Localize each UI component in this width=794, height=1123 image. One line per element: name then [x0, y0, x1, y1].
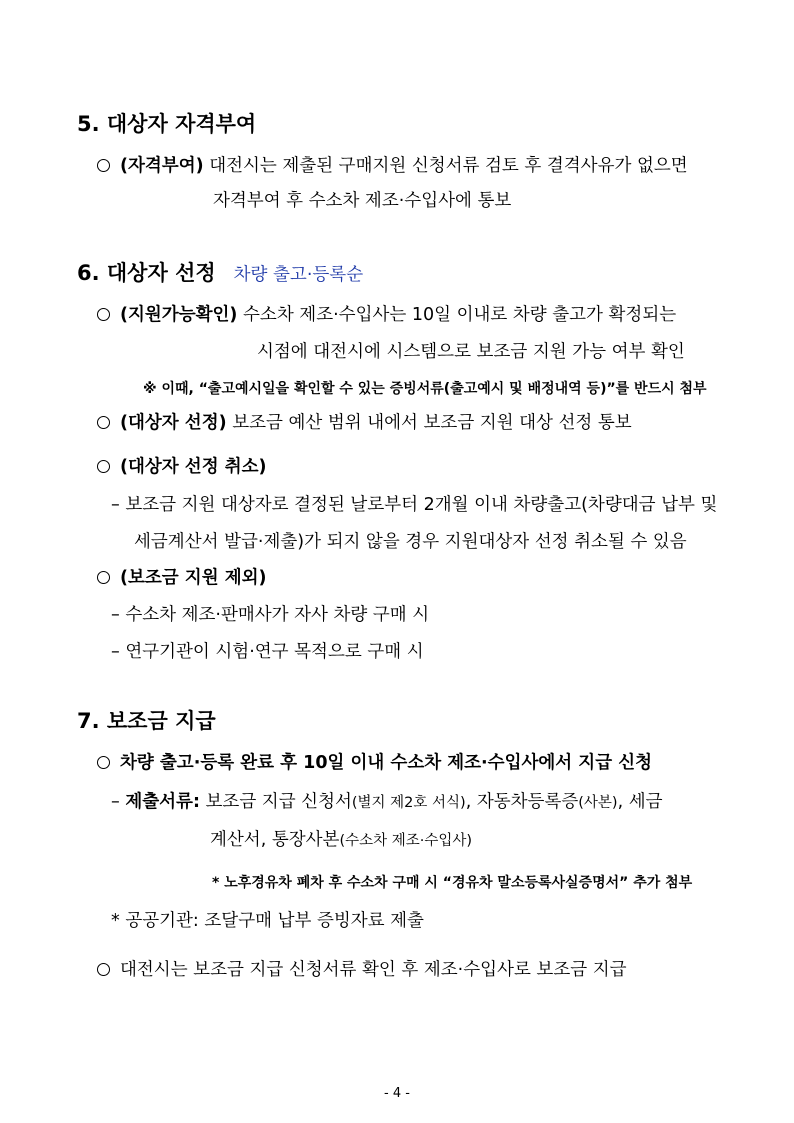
s7-docs-line-2: [210, 828, 472, 853]
s6-item-4-label: (보조금 지원 제외): [120, 568, 267, 588]
bullet-circle-icon: [97, 756, 110, 769]
s6-item-4: [97, 566, 267, 590]
s7-docs-dash: –: [111, 792, 126, 812]
s7-item-1: [97, 751, 652, 775]
s5-item-1-text-cont: 자격부여 후 수소차 제조·수입사에 통보: [213, 191, 512, 211]
section-6-title: 6. 대상자 선정: [77, 261, 216, 285]
bullet-circle-icon: [97, 460, 110, 473]
bullet-circle-icon: [97, 159, 110, 172]
s7-item-1-text: 차량 출고·등록 완료 후 10일 이내 수소차 제조·수입사에서 지급 신청: [120, 753, 653, 773]
section-6-heading: [77, 259, 363, 289]
s7-docs-text-c: , 자동차등록증: [465, 792, 579, 812]
s6-item-1-text-cont: 시점에 대전시에 시스템으로 보조금 지원 가능 여부 확인: [257, 342, 685, 362]
s7-docs-text-2b: (수소차 제조·수입사): [339, 833, 473, 849]
s7-public-note: * 공공기관: 조달구매 납부 증빙자료 제출: [111, 911, 424, 931]
s6-item-3-dash-1-cont: 세금계산서 발급·제출)가 되지 않을 경우 지원대상자 선정 취소될 수 있음: [134, 532, 687, 552]
s7-docs-text-b: (별지 제2호 서식): [351, 795, 466, 811]
s5-item-1-label: (자격부여): [120, 156, 204, 176]
s6-item-2-label: (대상자 선정): [120, 413, 227, 433]
s6-item-2: [97, 411, 632, 435]
bullet-circle-icon: [97, 571, 110, 584]
s6-note: ※ 이때, “출고예시일을 확인할 수 있는 증빙서류(출고예시 및 배정내역 등)”를 반드시 첨부: [143, 381, 707, 397]
bullet-circle-icon: [97, 308, 110, 321]
s6-item-2-text: 보조금 예산 범위 내에서 보조금 지원 대상 선정 통보: [232, 413, 632, 433]
s7-docs-line-1: [111, 790, 663, 815]
section-7-heading: 7. 보조금 지급: [77, 709, 216, 733]
s6-item-1: [97, 303, 676, 327]
s5-item-1: [97, 154, 688, 178]
page-number: - 4 -: [384, 1086, 410, 1101]
section-5-heading: 5. 대상자 자격부여: [77, 112, 257, 136]
s5-item-1-text: 대전시는 제출된 구매지원 신청서류 검토 후 결격사유가 없으면: [209, 156, 688, 176]
section-6-subheading: 차량 출고·등록순: [233, 265, 364, 285]
s7-item-2-text: 대전시는 보조금 지급 신청서류 확인 후 제조·수입사로 보조금 지급: [120, 960, 627, 980]
bullet-circle-icon: [97, 963, 110, 976]
s6-item-3-label: (대상자 선정 취소): [120, 457, 267, 477]
s6-item-3-dash-1: – 보조금 지원 대상자로 결정된 날로부터 2개월 이내 차량출고(차량대금 납부 및: [111, 495, 718, 515]
s7-docs-text-a: 보조금 지급 신청서: [199, 792, 352, 812]
s6-item-1-label: (지원가능확인): [120, 305, 238, 325]
s7-docs-text-d: (사본): [578, 795, 618, 811]
s7-item-2: [97, 958, 627, 982]
bullet-circle-icon: [97, 416, 110, 429]
s7-docs-text-2a: 계산서, 통장사본: [210, 830, 340, 850]
s6-item-1-text: 수소차 제조·수입사는 10일 이내로 차량 출고가 확정되는: [243, 305, 677, 325]
s7-docs-text-e: , 세금: [617, 792, 663, 812]
s6-item-3: [97, 455, 267, 479]
s7-docs-label: 제출서류:: [125, 792, 200, 812]
s7-docs-note: * 노후경유차 폐차 후 수소차 구매 시 “경유차 말소등록사실증명서” 추가 첨부: [212, 875, 693, 891]
s6-item-4-dash-2: – 연구기관이 시험·연구 목적으로 구매 시: [111, 642, 424, 662]
s6-item-4-dash-1: – 수소차 제조·판매사가 자사 차량 구매 시: [111, 605, 430, 625]
